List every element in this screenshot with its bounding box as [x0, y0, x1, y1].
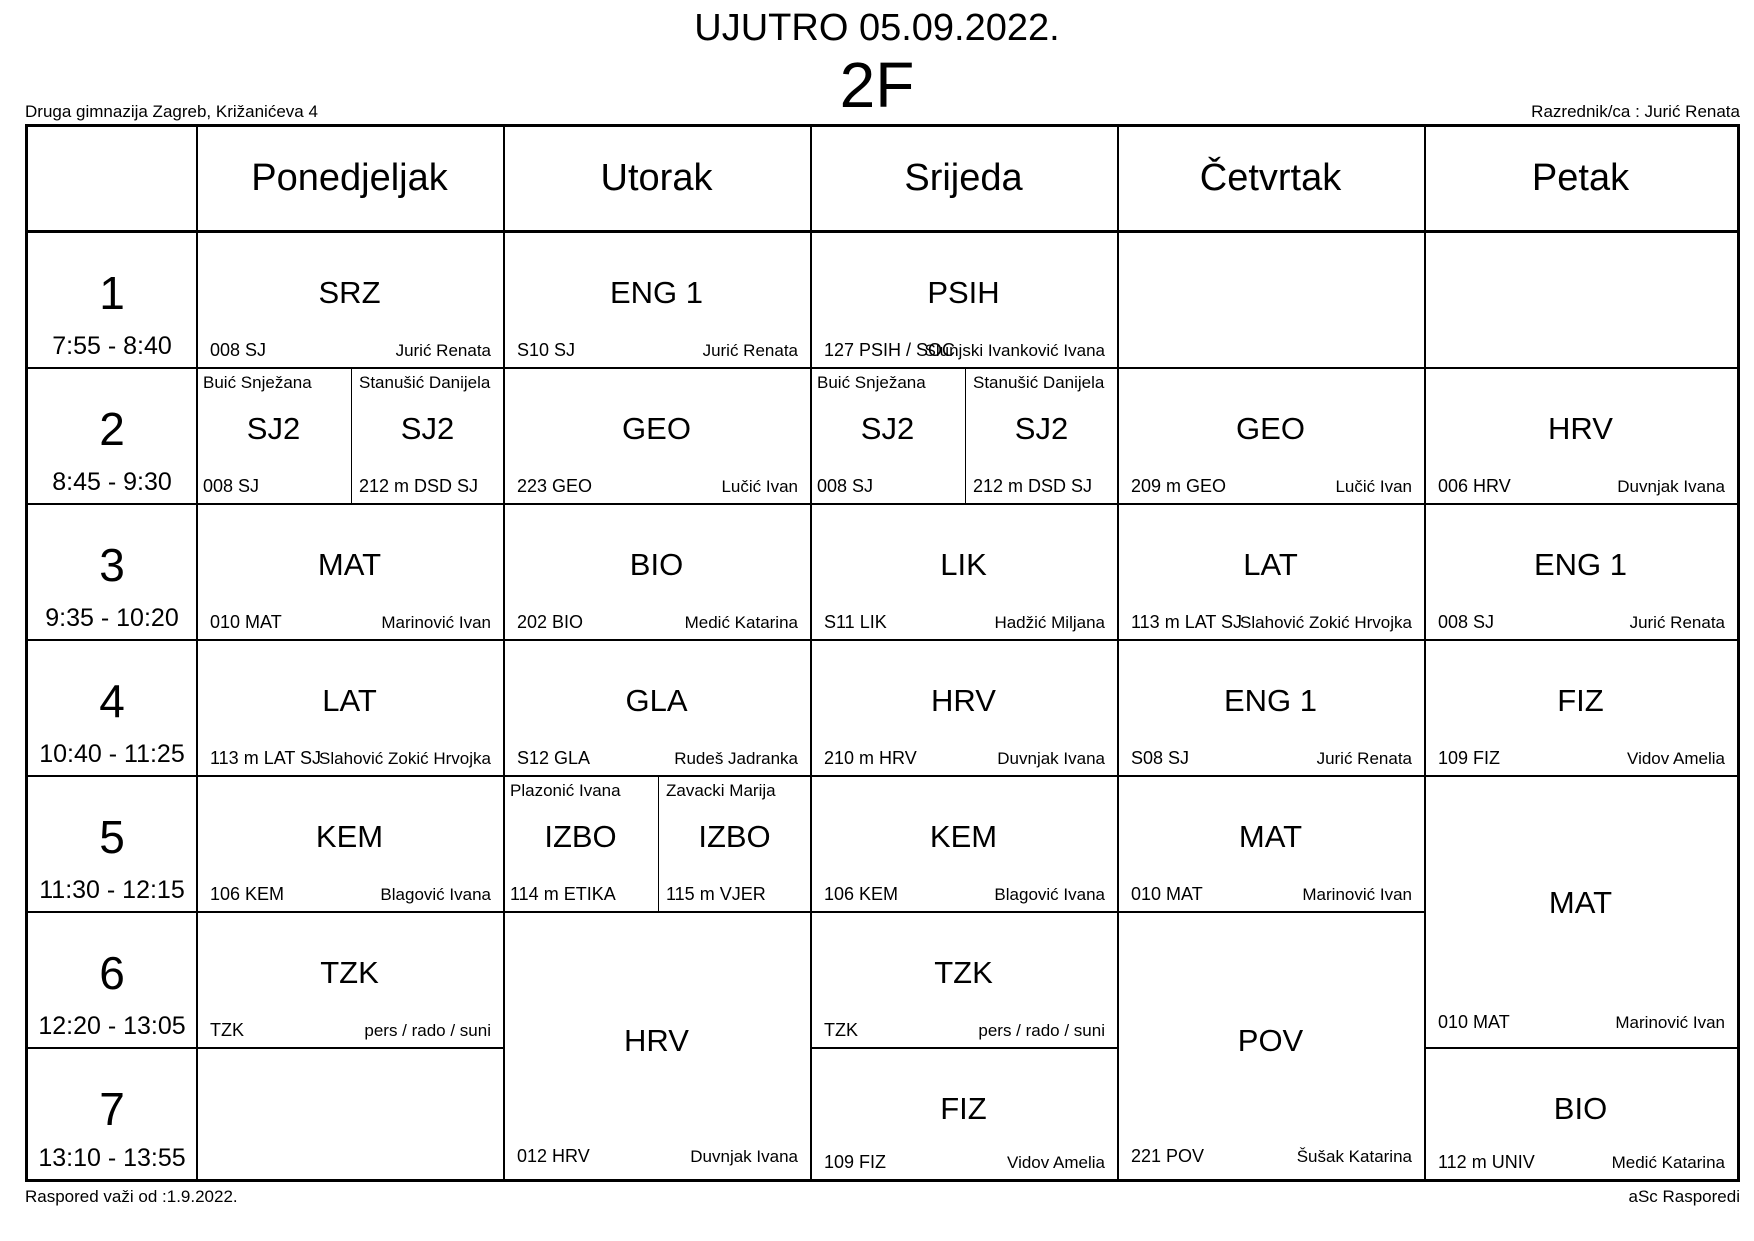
lesson-subject: MAT [1238, 819, 1303, 854]
period-time: 12:20 - 13:05 [38, 1012, 186, 1040]
lesson-wed-2-group-b [966, 367, 1117, 503]
timetable-grid [25, 124, 1740, 1182]
lesson-subject: HRV [931, 683, 996, 718]
lesson-room: 008 SJ [817, 476, 874, 496]
lesson-wed-5 [810, 775, 1117, 911]
lesson-teacher: Duvnjak Ivana [690, 1147, 798, 1166]
lesson-teacher: pers / rado / suni [978, 1021, 1105, 1040]
period-time: 13:10 - 13:55 [38, 1144, 186, 1172]
lesson-subject: SJ2 [246, 411, 301, 446]
lesson-room: 008 SJ [1438, 612, 1495, 632]
lesson-room: S10 SJ [517, 340, 576, 360]
lesson-room: 221 POV [1131, 1146, 1205, 1166]
schedule-title: UJUTRO 05.09.2022. [694, 7, 1060, 49]
lesson-mon-6 [196, 911, 503, 1047]
lesson-subject: SJ2 [400, 411, 455, 446]
lesson-subject: LAT [322, 683, 377, 718]
software-credit: aSc Rasporedi [1628, 1187, 1740, 1206]
lesson-room: 210 m HRV [824, 748, 917, 768]
lesson-subject: GEO [1236, 411, 1305, 446]
period-6 [28, 911, 196, 1047]
lesson-subject: KEM [315, 819, 384, 854]
lesson-teacher: Marinović Ivan [1302, 885, 1412, 904]
lesson-subject: MAT [1548, 885, 1613, 920]
lesson-subject: IZBO [698, 819, 771, 854]
lesson-tue-5-group-a [503, 775, 658, 911]
lesson-mon-2-group-b [352, 367, 503, 503]
lesson-subject: BIO [1553, 1091, 1608, 1126]
lesson-wed-6 [810, 911, 1117, 1047]
lesson-teacher: pers / rado / suni [364, 1021, 491, 1040]
period-number: 3 [99, 539, 125, 591]
period-7 [28, 1047, 196, 1179]
lesson-subject: GLA [625, 683, 688, 718]
period-number: 6 [99, 947, 125, 999]
grid-line [196, 1047, 503, 1049]
period-time: 8:45 - 9:30 [52, 468, 172, 496]
lesson-teacher: Jurić Renata [1629, 613, 1725, 632]
lesson-room: 114 m ETIKA [510, 884, 616, 904]
lesson-teacher: Lučić Ivan [1335, 477, 1412, 496]
lesson-subject: LAT [1243, 547, 1298, 582]
lesson-mon-3 [196, 503, 503, 639]
homeroom-teacher: Razrednik/ca : Jurić Renata [1531, 102, 1740, 121]
day-header-monday: Ponedjeljak [251, 157, 448, 199]
lesson-subject: KEM [929, 819, 998, 854]
lesson-tue-5-group-b [659, 775, 810, 911]
lesson-room: TZK [210, 1020, 244, 1040]
class-name: 2F [839, 49, 915, 121]
lesson-tue-2 [503, 367, 810, 503]
lesson-room: 115 m VJER [666, 884, 766, 904]
lesson-teacher: Jurić Renata [702, 341, 798, 360]
lesson-room: 008 SJ [203, 476, 260, 496]
lesson-subject: LIK [940, 547, 987, 582]
lesson-room: 202 BIO [517, 612, 584, 632]
period-number: 4 [99, 675, 125, 727]
lesson-room: 010 MAT [210, 612, 282, 632]
lesson-subject: ENG 1 [1223, 683, 1318, 718]
lesson-teacher: Buić Snježana [817, 373, 926, 392]
lesson-fri-5-6 [1424, 775, 1737, 1047]
lesson-tue-6-7 [503, 911, 810, 1179]
lesson-teacher: Slunjski Ivanković Ivana [924, 341, 1105, 360]
day-header-tuesday: Utorak [600, 157, 713, 199]
lesson-room: 006 HRV [1438, 476, 1511, 496]
lesson-teacher: Blagović Ivana [994, 885, 1105, 904]
lesson-room: TZK [824, 1020, 858, 1040]
lesson-room: 223 GEO [517, 476, 593, 496]
lesson-subject: ENG 1 [609, 275, 704, 310]
lesson-fri-2 [1424, 367, 1737, 503]
lesson-teacher: Duvnjak Ivana [997, 749, 1105, 768]
lesson-room: 008 SJ [210, 340, 267, 360]
lesson-teacher: Marinović Ivan [381, 613, 491, 632]
lesson-teacher: Vidov Amelia [1627, 749, 1725, 768]
lesson-wed-1 [810, 231, 1117, 367]
lesson-teacher: Šušak Katarina [1296, 1147, 1412, 1166]
lesson-fri-4 [1424, 639, 1737, 775]
period-4 [28, 639, 196, 775]
lesson-teacher: Slahović Zokić Hrvojka [319, 749, 491, 768]
lesson-teacher: Duvnjak Ivana [1617, 477, 1725, 496]
lesson-room: 106 KEM [210, 884, 285, 904]
day-header-thursday: Četvrtak [1199, 157, 1342, 199]
lesson-tue-1 [503, 231, 810, 367]
lesson-teacher: Zavacki Marija [666, 781, 776, 800]
day-header-friday: Petak [1531, 157, 1630, 199]
lesson-room: 010 MAT [1438, 1012, 1510, 1032]
lesson-fri-7 [1424, 1047, 1737, 1179]
period-time: 7:55 - 8:40 [52, 332, 172, 360]
lesson-subject: HRV [1548, 411, 1613, 446]
lesson-tue-3 [503, 503, 810, 639]
lesson-room: 209 m GEO [1131, 476, 1227, 496]
lesson-room: S11 LIK [824, 612, 887, 632]
lesson-subject: TZK [320, 955, 379, 990]
period-1 [28, 231, 196, 367]
lesson-room: S08 SJ [1131, 748, 1190, 768]
lesson-room: 109 FIZ [1438, 748, 1501, 768]
lesson-teacher: Vidov Amelia [1007, 1153, 1105, 1172]
lesson-teacher: Plazonić Ivana [510, 781, 621, 800]
lesson-mon-1 [196, 231, 503, 367]
lesson-teacher: Buić Snježana [203, 373, 312, 392]
lesson-subject: SJ2 [860, 411, 915, 446]
lesson-subject: FIZ [1557, 683, 1604, 718]
lesson-thu-5 [1117, 775, 1424, 911]
lesson-teacher: Medić Katarina [1611, 1153, 1725, 1172]
period-number: 5 [99, 811, 125, 863]
lesson-wed-2-group-a [810, 367, 965, 503]
lesson-thu-2 [1117, 367, 1424, 503]
lesson-subject: TZK [934, 955, 993, 990]
period-5 [28, 775, 196, 911]
period-number: 2 [99, 403, 125, 455]
lesson-room: 012 HRV [517, 1146, 590, 1166]
lesson-wed-4 [810, 639, 1117, 775]
lesson-room: 106 KEM [824, 884, 899, 904]
lesson-mon-4 [196, 639, 503, 775]
lesson-thu-3 [1117, 503, 1424, 639]
period-2 [28, 367, 196, 503]
school-name: Druga gimnazija Zagreb, Križanićeva 4 [25, 102, 318, 121]
lesson-subject: POV [1237, 1023, 1304, 1058]
lesson-teacher: Slahović Zokić Hrvojka [1240, 613, 1412, 632]
lesson-fri-3 [1424, 503, 1737, 639]
lesson-teacher: Blagović Ivana [380, 885, 491, 904]
valid-from-note: Raspored važi od :1.9.2022. [25, 1187, 238, 1206]
lesson-room: 109 FIZ [824, 1152, 887, 1172]
period-time: 10:40 - 11:25 [39, 740, 185, 768]
lesson-teacher: Jurić Renata [1316, 749, 1412, 768]
lesson-teacher: Stanušić Danijela [359, 373, 491, 392]
lesson-teacher: Rudeš Jadranka [674, 749, 798, 768]
lesson-room: 112 m UNIV [1438, 1152, 1535, 1172]
lesson-room: 212 m DSD SJ [973, 476, 1093, 496]
lesson-subject: MAT [317, 547, 382, 582]
lesson-teacher: Medić Katarina [684, 613, 798, 632]
lesson-room: 010 MAT [1131, 884, 1203, 904]
lesson-mon-5 [196, 775, 503, 911]
period-number: 7 [99, 1083, 125, 1135]
lesson-teacher: Marinović Ivan [1615, 1013, 1725, 1032]
lesson-room: 113 m LAT SJ [1131, 612, 1243, 632]
lesson-subject: SJ2 [1014, 411, 1069, 446]
lesson-thu-6-7 [1117, 911, 1424, 1179]
lesson-subject: BIO [629, 547, 684, 582]
period-3 [28, 503, 196, 639]
lesson-room: S12 GLA [517, 748, 591, 768]
lesson-mon-2-group-a [196, 367, 351, 503]
lesson-teacher: Stanušić Danijela [973, 373, 1105, 392]
lesson-thu-4 [1117, 639, 1424, 775]
lesson-subject: SRZ [318, 275, 381, 310]
lesson-subject: FIZ [940, 1091, 987, 1126]
lesson-subject: GEO [622, 411, 691, 446]
lesson-wed-7 [810, 1047, 1117, 1179]
lesson-subject: HRV [624, 1023, 689, 1058]
period-number: 1 [99, 267, 125, 319]
lesson-teacher: Jurić Renata [395, 341, 491, 360]
lesson-tue-4 [503, 639, 810, 775]
lesson-room: 127 PSIH / SOC [824, 340, 956, 360]
lesson-subject: IZBO [544, 819, 617, 854]
period-time: 11:30 - 12:15 [39, 876, 185, 904]
lesson-subject: PSIH [927, 275, 1000, 310]
lesson-subject: ENG 1 [1533, 547, 1628, 582]
lesson-room: 212 m DSD SJ [359, 476, 479, 496]
period-time: 9:35 - 10:20 [45, 604, 179, 632]
lesson-room: 113 m LAT SJ [210, 748, 322, 768]
lesson-teacher: Hadžić Miljana [994, 613, 1105, 632]
day-header-wednesday: Srijeda [904, 157, 1023, 199]
lesson-wed-3 [810, 503, 1117, 639]
lesson-teacher: Lučić Ivan [721, 477, 798, 496]
